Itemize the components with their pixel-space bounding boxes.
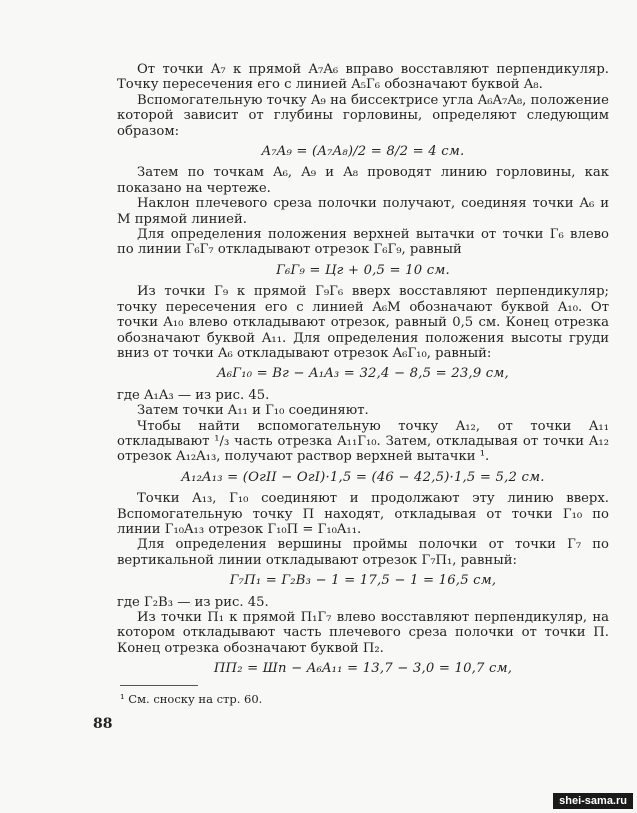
paragraph: Чтобы найти вспомогательную точку A₁₂, от точки A₁₁ откладывают ¹/₃ часть отрезка A₁₁Г₁₀. Затем, откладывая от точки A₁₂ отрезок A₁₂A₁₃, получают раствор верхней вытачки ¹. [117, 418, 609, 465]
paragraph: Вспомогательную точку A₉ на биссектрисе угла A₆A₇A₈, положение которой зависит от глубины горловины, определяют следующим образом: [117, 92, 609, 139]
paragraph: Затем точки A₁₁ и Г₁₀ соединяют. [137, 403, 369, 419]
paragraph: где Г₂В₃ — из рис. 45. [117, 594, 269, 610]
formula: A₆Г₁₀ = Вг − A₁A₃ = 32,4 − 8,5 = 23,9 см, [217, 366, 509, 382]
footnote: ¹ См. сноску на стр. 60. [120, 692, 263, 706]
formula: Г₆Г₉ = Цг + 0,5 = 10 см. [276, 262, 450, 278]
paragraph: Из точки П₁ к прямой П₁Г₇ влево восставляют перпендикуляр, на котором откладывают часть плечевого среза полочки от точки П. Конец отрезка обозначают буквой П₂. [117, 610, 609, 656]
page-number: 88 [93, 716, 113, 732]
watermark-label: shei-sama.ru [553, 793, 633, 809]
paragraph: От точки A₇ к прямой A₇A₆ вправо восставляют перпендикуляр. Точку пересечения его с линией A₅Г₆ обозначают буквой A₈. [117, 62, 609, 93]
paragraph: Из точки Г₉ к прямой Г₉Г₆ вверх восставляют перпендикуляр; точку пересечения его с линией A₆M обозначают буквой A₁₀. От точки A₁₀ влево откладывают отрезок, равный 0,5 см. Конец отрезка обозначают буквой A₁₁. Для определения положения высоты груди вниз от точки A₆ откладывают отрезок A₆Г₁₀, равный: [117, 284, 609, 361]
paragraph: Для определения положения верхней вытачки от точки Г₆ влево по линии Г₆Г₇ откладывают отрезок Г₆Г₉, равный [117, 227, 609, 258]
paragraph: Точки A₁₃, Г₁₀ соединяют и продолжают эту линию вверх. Вспомогательную точку П находят, откладывая от точки Г₁₀ по линии Г₁₀A₁₃ отрезок Г₁₀П = Г₁₀A₁₁. [117, 491, 609, 537]
paragraph: Для определения вершины проймы полочки от точки Г₇ по вертикальной линии откладывают отрезок Г₇П₁, равный: [117, 537, 609, 568]
paragraph: Наклон плечевого среза полочки получают, соединяя точки A₆ и M прямой линией. [117, 196, 609, 227]
formula: ПП₂ = Шп − A₆A₁₁ = 13,7 − 3,0 = 10,7 см, [213, 661, 513, 677]
page-body [117, 62, 609, 683]
paragraph: где A₁A₃ — из рис. 45. [117, 387, 270, 403]
formula: Г₇П₁ = Г₂В₃ − 1 = 17,5 − 1 = 16,5 см, [229, 573, 497, 589]
paragraph: Затем по точкам A₆, A₉ и A₈ проводят линию горловины, как показано на чертеже. [117, 165, 609, 196]
formula: A₇A₉ = (A₇A₈)/2 = 8/2 = 4 см. [261, 144, 465, 160]
footnote-divider [120, 685, 198, 686]
formula: A₁₂A₁₃ = (OгII − OгI)·1,5 = (46 − 42,5)·1,5 = 5,2 см. [181, 469, 545, 485]
